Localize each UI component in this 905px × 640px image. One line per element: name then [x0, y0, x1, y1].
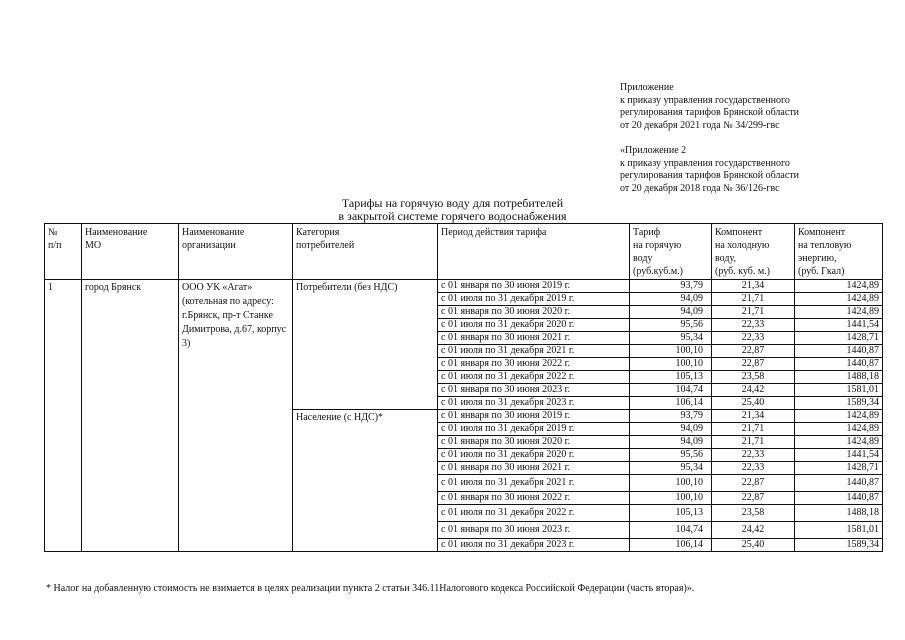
tariff-table [44, 223, 883, 552]
appendix-header [620, 82, 900, 132]
tariff-cell: 94,09 [630, 423, 712, 436]
appendix-line: от 20 декабря 2021 года № 34/299-гвс [620, 119, 780, 131]
cold-water-cell: 22,33 [712, 449, 795, 462]
cold-water-cell: 24,42 [712, 384, 795, 397]
municipality-name: город Брянск [82, 280, 179, 552]
header-cold-water: Компонент на холодную воду, (руб. куб. м.) [712, 224, 795, 280]
period-cell: с 01 января по 30 июня 2019 г. [438, 410, 630, 423]
cold-water-cell: 22,87 [712, 358, 795, 371]
period-cell: с 01 июля по 31 декабря 2019 г. [438, 293, 630, 306]
period-cell: с 01 января по 30 июня 2022 г. [438, 358, 630, 371]
tariff-cell: 104,74 [630, 384, 712, 397]
period-cell: с 01 июля по 31 декабря 2023 г. [438, 539, 630, 552]
cold-water-cell: 22,87 [712, 345, 795, 358]
heat-energy-cell: 1440,87 [795, 358, 883, 371]
heat-energy-cell: 1441,54 [795, 319, 883, 332]
cold-water-cell: 21,71 [712, 436, 795, 449]
heat-energy-cell: 1440,87 [795, 345, 883, 358]
appendix-line: от 20 декабря 2018 года № 36/126-гвс [620, 182, 780, 194]
header-num: № п/п [45, 224, 82, 280]
cold-water-cell: 24,42 [712, 522, 795, 539]
period-cell: с 01 января по 30 июня 2023 г. [438, 384, 630, 397]
cold-water-cell: 22,87 [712, 475, 795, 492]
consumer-category: Население (с НДС)* [293, 410, 438, 552]
cold-water-cell: 21,71 [712, 293, 795, 306]
header-mo: Наименование МО [82, 224, 179, 280]
heat-energy-cell: 1589,34 [795, 397, 883, 410]
appendix-line: «Приложение 2 [620, 145, 687, 156]
appendix-line: Приложение [620, 82, 674, 93]
header-category: Категория потребителей [293, 224, 438, 280]
table-header-row [45, 224, 883, 280]
header-tariff: Тариф на горячую воду (руб.куб.м.) [630, 224, 712, 280]
cold-water-cell: 25,40 [712, 397, 795, 410]
tariff-cell: 100,10 [630, 358, 712, 371]
cold-water-cell: 22,33 [712, 462, 795, 475]
appendix-line: к приказу управления государственного [620, 157, 790, 169]
header-organization: Наименование организации [179, 224, 293, 280]
heat-energy-cell: 1424,89 [795, 293, 883, 306]
period-cell: с 01 июля по 31 декабря 2023 г. [438, 397, 630, 410]
period-cell: с 01 июля по 31 декабря 2021 г. [438, 475, 630, 492]
period-cell: с 01 января по 30 июня 2021 г. [438, 462, 630, 475]
cold-water-cell: 22,33 [712, 319, 795, 332]
header-period: Период действия тарифа [438, 224, 630, 280]
period-cell: с 01 июля по 31 декабря 2020 г. [438, 319, 630, 332]
tariff-cell: 95,56 [630, 449, 712, 462]
heat-energy-cell: 1428,71 [795, 332, 883, 345]
heat-energy-cell: 1428,71 [795, 462, 883, 475]
period-cell: с 01 января по 30 июня 2020 г. [438, 306, 630, 319]
heat-energy-cell: 1488,18 [795, 505, 883, 522]
cold-water-cell: 21,34 [712, 410, 795, 423]
period-cell: с 01 января по 30 июня 2019 г. [438, 280, 630, 293]
tariff-cell: 93,79 [630, 410, 712, 423]
tariff-cell: 95,56 [630, 319, 712, 332]
cold-water-cell: 22,87 [712, 492, 795, 505]
heat-energy-cell: 1440,87 [795, 492, 883, 505]
document-title-line-2: в закрытой системе горячего водоснабжения [338, 209, 567, 223]
period-cell: с 01 июля по 31 декабря 2020 г. [438, 449, 630, 462]
heat-energy-cell: 1424,89 [795, 423, 883, 436]
row-number: 1 [45, 280, 82, 552]
appendix-line: регулирования тарифов Брянской области [620, 107, 800, 119]
heat-energy-cell: 1424,89 [795, 410, 883, 423]
appendix-line: регулирования тарифов Брянской области [620, 170, 800, 182]
appendix-2-header [620, 145, 900, 195]
cold-water-cell: 21,34 [712, 280, 795, 293]
cold-water-cell: 21,71 [712, 423, 795, 436]
cold-water-cell: 23,58 [712, 505, 795, 522]
tariff-cell: 105,13 [630, 371, 712, 384]
tariff-cell: 106,14 [630, 539, 712, 552]
tariff-cell: 94,09 [630, 306, 712, 319]
tariff-cell: 94,09 [630, 293, 712, 306]
cold-water-cell: 21,71 [712, 306, 795, 319]
tariff-cell: 100,10 [630, 492, 712, 505]
tariff-cell: 105,13 [630, 505, 712, 522]
organization-name: ООО УК «Агат» (котельная по адресу: г.Брянск, пр-т Станке Димитрова, д.67, корпус 3) [179, 280, 293, 552]
heat-energy-cell: 1488,18 [795, 371, 883, 384]
period-cell: с 01 июля по 31 декабря 2019 г. [438, 423, 630, 436]
heat-energy-cell: 1581,01 [795, 384, 883, 397]
tariff-cell: 100,10 [630, 475, 712, 492]
footnote: * Налог на добавленную стоимость не взимается в целях реализации пункта 2 статьи 346.11Налогового кодекса Российской Федерации (часть вторая)». [46, 583, 695, 594]
header-heat-energy: Компонент на тепловую энергию, (руб. Гкал) [795, 224, 883, 280]
consumer-category: Потребители (без НДС) [293, 280, 438, 410]
tariff-cell: 95,34 [630, 462, 712, 475]
period-cell: с 01 января по 30 июня 2020 г. [438, 436, 630, 449]
heat-energy-cell: 1581,01 [795, 522, 883, 539]
tariff-cell: 95,34 [630, 332, 712, 345]
period-cell: с 01 июля по 31 декабря 2021 г. [438, 345, 630, 358]
heat-energy-cell: 1589,34 [795, 539, 883, 552]
heat-energy-cell: 1440,87 [795, 475, 883, 492]
appendix-line: к приказу управления государственного [620, 94, 790, 106]
tariff-cell: 104,74 [630, 522, 712, 539]
cold-water-cell: 22,33 [712, 332, 795, 345]
cold-water-cell: 25,40 [712, 539, 795, 552]
heat-energy-cell: 1424,89 [795, 306, 883, 319]
tariff-cell: 94,09 [630, 436, 712, 449]
heat-energy-cell: 1424,89 [795, 280, 883, 293]
cold-water-cell: 23,58 [712, 371, 795, 384]
tariff-cell: 106,14 [630, 397, 712, 410]
period-cell: с 01 июля по 31 декабря 2022 г. [438, 505, 630, 522]
heat-energy-cell: 1424,89 [795, 436, 883, 449]
heat-energy-cell: 1441,54 [795, 449, 883, 462]
period-cell: с 01 июля по 31 декабря 2022 г. [438, 371, 630, 384]
period-cell: с 01 января по 30 июня 2022 г. [438, 492, 630, 505]
document-title-line-1: Тарифы на горячую воду для потребителей [341, 196, 564, 210]
period-cell: с 01 января по 30 июня 2021 г. [438, 332, 630, 345]
tariff-cell: 100,10 [630, 345, 712, 358]
tariff-cell: 93,79 [630, 280, 712, 293]
table-row [45, 280, 883, 293]
period-cell: с 01 января по 30 июня 2023 г. [438, 522, 630, 539]
